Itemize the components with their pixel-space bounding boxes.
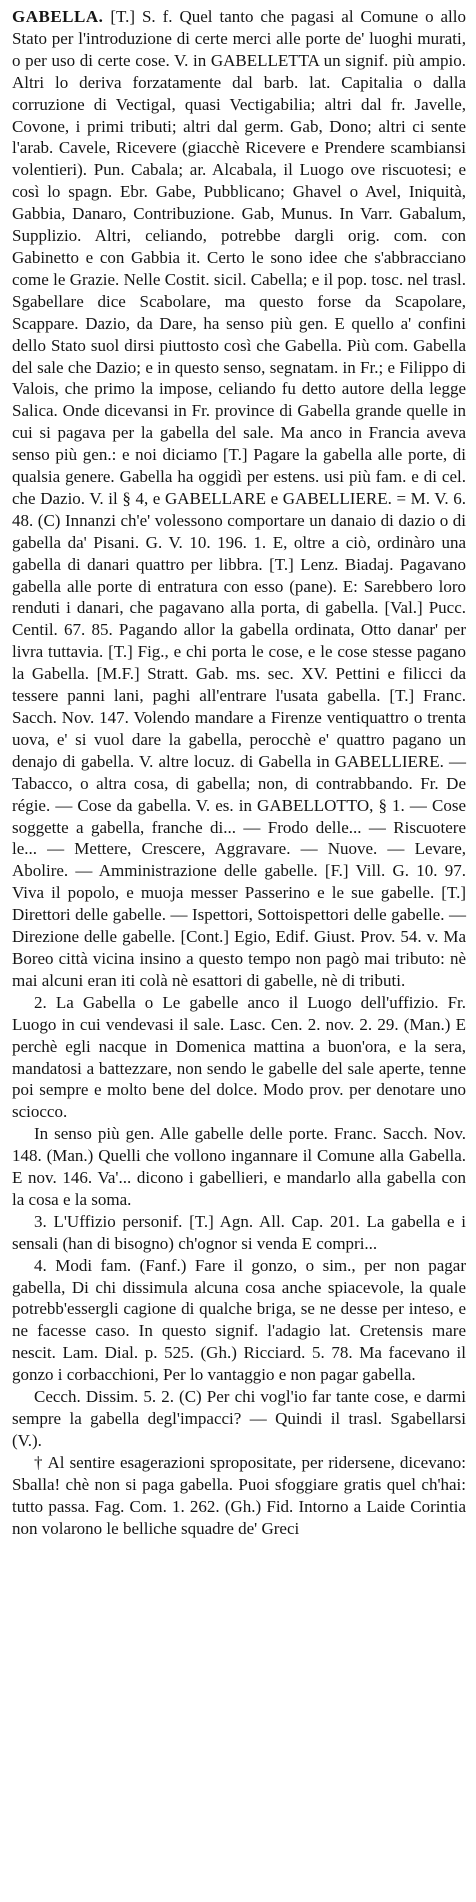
entry-paragraph-1: [12, 6, 466, 992]
entry-paragraph-6: Cecch. Dissim. 5. 2. (C) Per chi vogl'io far tante cose, e darmi sempre la gabella degl'impacci? — Quindi il trasl. Sgabellarsi (V.).: [12, 1387, 466, 1450]
headword: GABELLA.: [12, 7, 104, 26]
paragraph-text: [T.] S. f. Quel tanto che pagasi al Comune o allo Stato per l'introduzione di certe merci alle porte de' luoghi murati, o per uso di certe cose. V. in GABELLETTA un signif. più ampio. Altri lo deriva forzatamente dal barb. lat. Capitalia o dalla corruzione di Vectigal, quasi Vectigabilia; altri dal fr. Javelle, Covone, i primi tributi; altri dal germ. Gab, Dono; altri ci sente l'arab. Cavele, Ricevere (giacchè Ricevere e Prendere scambiansi volentieri). Pun. Cabala; ar. Alcabala, il Luogo ove riscuotesi; e così lo spagn. Ebr. Gabe, Pubblicano; Ghavel o Avel, Iniquità, Gabbia, Danaro, Contribuzione. Gab, Munus. In Varr. Gabalum, Supplizio. Altri, celiando, potrebbe dargli orig. com. con Gabinetto e con Gabbia it. Certo le sono idee che s'abbracciano come le Grazie. Nelle Costit. sicil. Cabella; e il pop. tosc. nel trasl. Sgabellare dice Scabolare, ma questo forse da Scapolare, Scappare. Dazio, da Dare, ha senso più gen. E quello a' confini dello Stato suol dirsi piuttosto così che Gabella. Più com. Gabella del sale che Dazio; e in questo senso, segnatam. in Fr.; e Filippo di Valois, che primo la impose, celiando fu detto autore della legge Salica. Onde dicevansi in Fr. province di Gabella grande quelle in cui si pagava per la gabella del sale. Ma anco in Francia aveva senso più gen.: e noi diciamo [T.] Pagare la gabella alle porte, di qualsia genere. Gabella ha oggidì per estens. usi più fam. e di cel. che Dazio. V. il § 4, e GABELLARE e GABELLIERE. = M. V. 6. 48. (C) Innanzi ch'e' volessono comportare un danaio di dazio o di gabella da' Pisani. G. V. 10. 196. 1. E, oltre a ciò, ordinàro una gabella di danari quattro per libbra. [T.] Lenz. Biadaj. Pagavano gabella alle porte di entratura con esso (pane). E: Sarebbero loro renduti i danari, che pagavano alla porta, di gabella. [Val.] Pucc. Centil. 67. 85. Pagando allor la gabella ordinata, Otto danar' per livra tuttavia. [T.] Fig., e chi porta le cose, e le cose stesse pagano la Gabella. [M.F.] Stratt. Gab. ms. sec. XV. Pettini e filicci da tessere panni lani, paghi all'entrare l'usata gabella. [T.] Franc. Sacch. Nov. 147. Volendo mandare a Firenze ventiquattro o trenta uova, e' si vuol dare la gabella, perocchè e' quattro pagano un denajo di gabella. V. altre locuz. di Gabella in GABELLIERE. — Tabacco, o altra cosa, di gabella; non, di contrabbando. Fr. De régie. — Cose da gabella. V. es. in GABELLOTTO, § 1. — Cose soggette a gabella, franche di... — Frodo delle... — Riscuotere le... — Mettere, Crescere, Aggravare. — Nuove. — Levare, Abolire. — Amministrazione delle gabelle. [F.] Vill. G. 10. 97. Viva il popolo, e muoja messer Passerino e le sue gabelle. [T.] Direttori delle gabelle. — Ispettori, Sottoispettori delle gabelle. — Direzione delle gabelle. [Cont.] Egio, Edif. Giust. Prov. 54. v. Ma Boreo città vicina insino a questo tempo non pagò mai tributo: nè mai alcuni eran iti colà nè esattori di gabelle, nè di tributi.: [12, 7, 466, 990]
entry-paragraph-4: 3. L'Uffizio personif. [T.] Agn. All. Cap. 201. La gabella e i sensali (han di bisogno) ch'ognor si venda E compri...: [12, 1211, 466, 1253]
entry-paragraph-5: 4. Modi fam. (Fanf.) Fare il gonzo, o sim., per non pagar gabella, Di chi dissimula alcuna cosa anche spiacevole, la quale potrebb'essergli cagione di qualche briga, se ne desse per inteso, e ne facesse caso. In questo signif. l'adagio lat. Cretensis mare nescit. Lam. Dial. p. 525. (Gh.) Ricciard. 5. 78. Ma facevano il gonzo i corbacchioni, Per lo vantaggio e non pagar gabella.: [12, 1255, 466, 1385]
entry-paragraph-7: † Al sentire esagerazioni spropositate, per ridersene, dicevano: Sballa! chè non si paga gabella. Puoi sfoggiare gratis quel ch'hai: tutto passa. Fag. Com. 1. 262. (Gh.) Fid. Intorno a Laide Corintia non volarono le belliche squadre de' Greci: [12, 1452, 466, 1538]
entry-body: [12, 6, 466, 1539]
entry-paragraph-3: In senso più gen. Alle gabelle delle porte. Franc. Sacch. Nov. 148. (Man.) Quelli che vollono ingannare il Comune alla Gabella. E nov. 146. Va'... dicono i gabellieri, e mandarlo alla gabella con la cosa e la soma.: [12, 1124, 466, 1209]
entry-paragraph-2: 2. La Gabella o Le gabelle anco il Luogo dell'uffizio. Fr. Luogo in cui vendevasi il sale. Lasc. Cen. 2. nov. 2. 29. (Man.) E perchè egli nacque in Domenica mattina a buon'ora, e la sera, mandatosi a battezzare, non sendo le gabelle del sale aperte, tenne poi sempre e molto bene del dolce. Modo prov. per denotare uno sciocco.: [12, 992, 466, 1122]
